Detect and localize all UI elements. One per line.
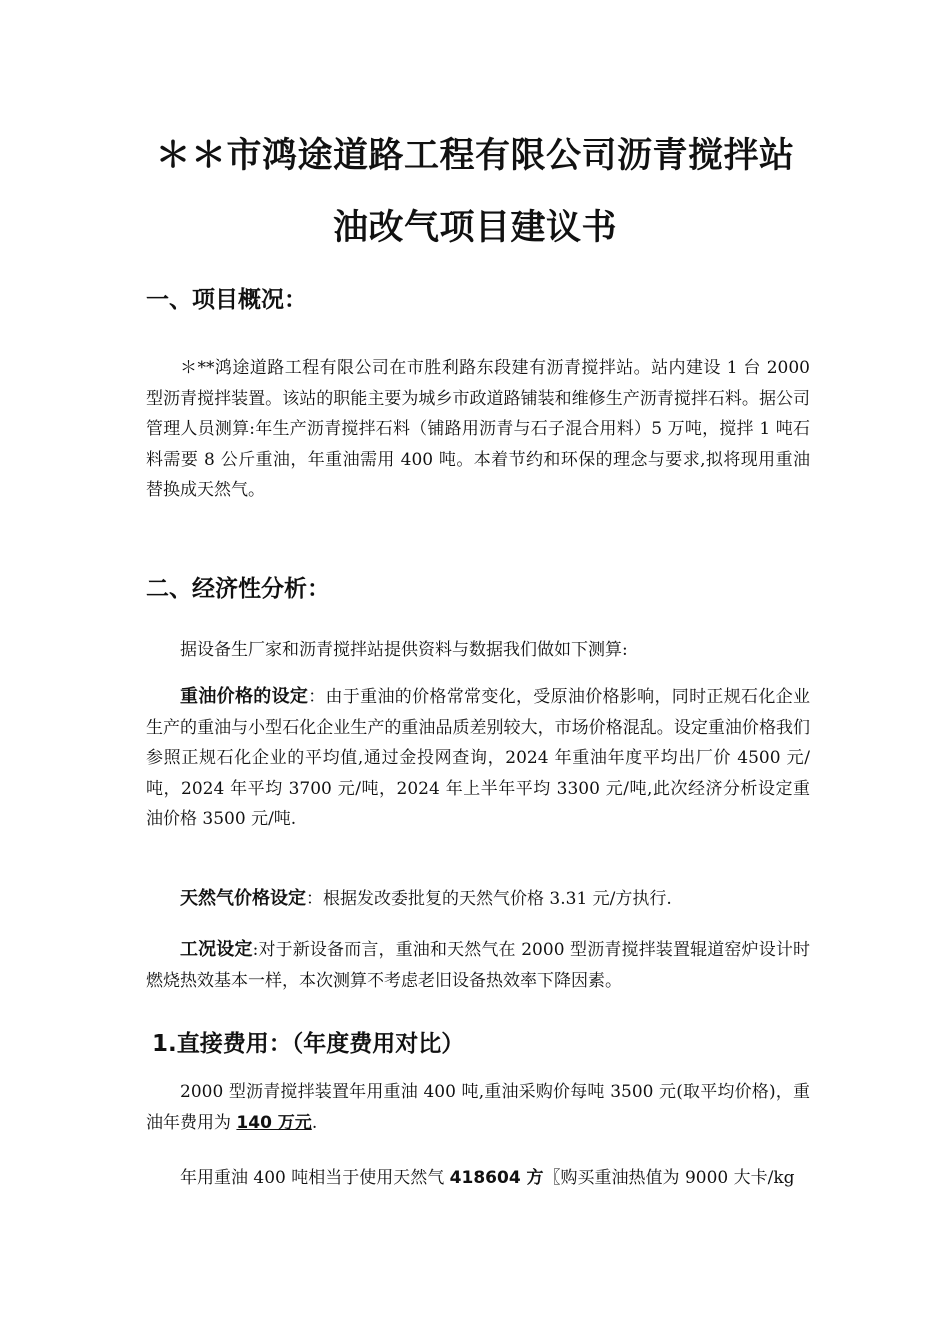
condition-label: 工况设定 [180, 939, 253, 960]
direct-cost-paragraph-2 [146, 1163, 810, 1194]
oil-price-label: 重油价格的设定 [180, 686, 309, 707]
economic-intro-paragraph: 据设备生厂家和沥青搅拌站提供资料与数据我们做如下测算: [180, 640, 628, 660]
direct-cost-text-2: 年用重油 400 吨相当于使用天然气 [180, 1168, 450, 1188]
document-title-line1: ＊＊市鸿途道路工程有限公司沥青搅拌站 [155, 136, 795, 176]
oil-price-text: ：由于重油的价格常常变化，受原油价格影响，同时正规石化企业生产的重油与小型石化企业生产的重油品质差别较大，市场价格混乱。设定重油价格我们参照正规石化企业的平均值,通过金投网查询，2024 年重油年度平均出厂价 4500 元/吨，2024 年平均 3700 元/吨，2024 年上半年平均 3300 元/吨,此次经济分析设定重油价格 3500 元/吨. [146, 687, 811, 829]
annual-oil-cost-value: 140 万元 [236, 1112, 312, 1133]
direct-cost-text-2-end: 〖购买重油热值为 9000 大卡/kg [543, 1168, 795, 1188]
gas-price-text: ：根据发改委批复的天然气价格 3.31 元/方执行. [306, 889, 672, 909]
overview-paragraph: ＊**鸿途道路工程有限公司在市胜利路东段建有沥青搅拌站。站内建设 1 台 2000 型沥青搅拌装置。该站的职能主要为城乡市政道路铺装和维修生产沥青搅拌石料。据公司管理人员测算:年生产沥青搅拌石料（铺路用沥青与石子混合用料）5 万吨，搅拌 1 吨石料需要 8 公斤重油，年重油需用 400 吨。本着节约和环保的理念与要求,拟将现用重油替换成天然气。 [146, 358, 810, 500]
direct-cost-paragraph-1 [146, 1077, 810, 1138]
oil-price-paragraph [146, 682, 810, 835]
direct-cost-text-1: 2000 型沥青搅拌装置年用重油 400 吨,重油采购价每吨 3500 元(取平均价格)，重油年费用为 [146, 1082, 810, 1133]
gas-volume-value: 418604 方 [449, 1168, 544, 1188]
document-title-line2: 油改气项目建议书 [332, 208, 617, 248]
direct-cost-text-1-end: . [311, 1112, 318, 1133]
section-heading-economic-analysis: 二、经济性分析： [146, 576, 330, 602]
condition-text: :对于新设备而言，重油和天然气在 2000 型沥青搅拌装置辊道窑炉设计时燃烧热效基本一样，本次测算不考虑老旧设备热效率下降因素。 [146, 940, 810, 991]
gas-price-paragraph [146, 884, 810, 915]
gas-price-label: 天然气价格设定 [180, 888, 306, 909]
section-heading-direct-cost: 1.直接费用：（年度费用对比） [152, 1031, 465, 1057]
section-heading-overview: 一、项目概况： [146, 287, 307, 313]
condition-paragraph [146, 935, 810, 996]
